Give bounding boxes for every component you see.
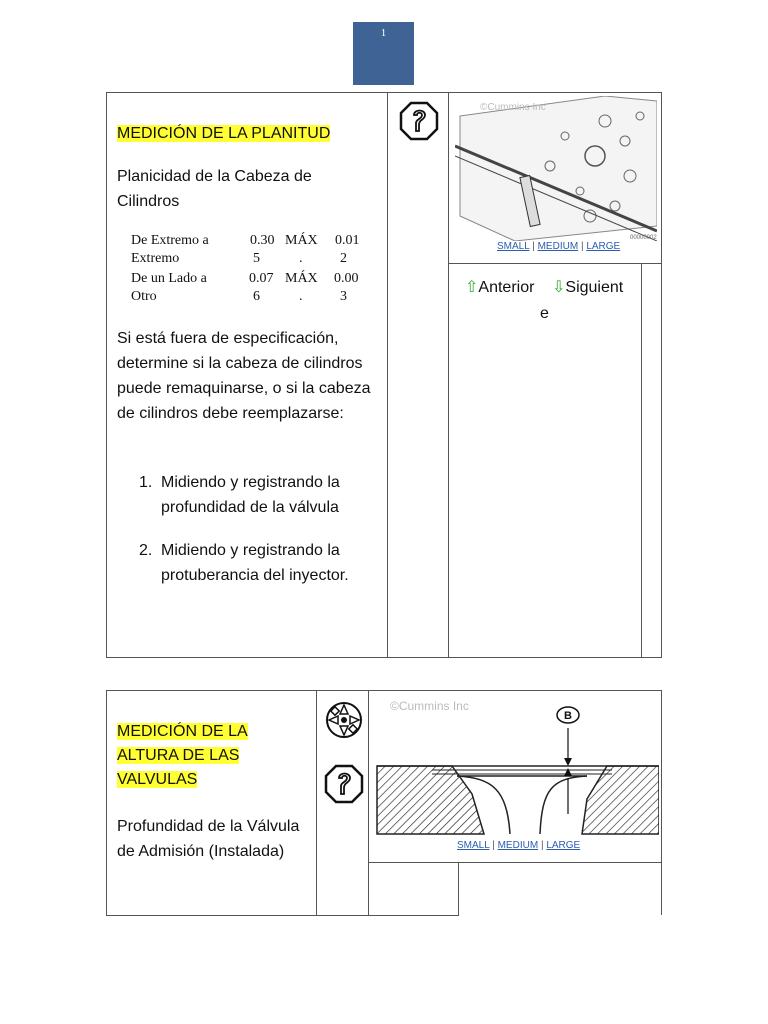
spec-label: De un Lado a [131, 271, 207, 286]
spec-label: Extremo [131, 251, 180, 266]
spec-label: Otro [131, 289, 157, 304]
next-link[interactable]: Siguient [565, 279, 624, 296]
image-size-links: SMALL | MEDIUM | LARGE [497, 241, 621, 252]
small-link[interactable]: SMALL [497, 241, 530, 252]
prev-link[interactable]: Anterior [478, 279, 535, 296]
tools-icon [324, 700, 364, 740]
spec-value: 5 [253, 251, 260, 266]
next-link-wrap[interactable]: e [540, 305, 549, 322]
cylinder-head-image [455, 96, 657, 241]
image-watermark: ©Cummins Inc [390, 699, 469, 713]
spec-label: De Extremo a [131, 233, 209, 248]
page-number: 1 [380, 27, 387, 39]
large-link[interactable]: LARGE [586, 241, 621, 252]
spec-value: 0.07 [249, 271, 274, 286]
spec-max: 3 [340, 289, 347, 304]
section1-title: MEDICIÓN DE LA PLANITUD [117, 125, 331, 142]
spec-value: 0.30 [250, 233, 275, 248]
image-code: 00000002 [630, 235, 657, 241]
spec-unit: MÁX [285, 233, 318, 248]
spec-unit: . [299, 289, 303, 304]
valve-depth-image [372, 694, 659, 840]
spec-max: 2 [340, 251, 347, 266]
inspect-icon [399, 101, 439, 141]
list-item: 1. Midiendo y registrando la profundidad de la válvula [139, 474, 340, 516]
image-watermark: ©Cummins Inc [480, 102, 546, 113]
callout-label: B [564, 710, 572, 722]
list-item: 2. Midiendo y registrando la protuberancia del inyector. [139, 542, 349, 584]
spec-max: 0.01 [335, 233, 360, 248]
page-number-box [353, 22, 414, 85]
section1-subtitle: Planicidad de la Cabeza de Cilindros [117, 168, 312, 210]
small-link[interactable]: SMALL [457, 840, 490, 851]
medium-link[interactable]: MEDIUM [537, 241, 579, 252]
section1-paragraph: Si está fuera de especificación, determine si la cabeza de cilindros puede remaquinarse, o si la cabeza de cilindros debe reemplazarse: [117, 330, 371, 422]
image-size-links: SMALL | MEDIUM | LARGE [457, 840, 581, 851]
medium-link[interactable]: MEDIUM [497, 840, 539, 851]
large-link[interactable]: LARGE [546, 840, 581, 851]
spec-unit: . [299, 251, 303, 266]
section2-subtitle: Profundidad de la Válvula de Admisión (Instalada) [117, 818, 300, 860]
spec-max: 0.00 [334, 271, 359, 286]
spec-value: 6 [253, 289, 260, 304]
section2-title: MEDICIÓN DE LA ALTURA DE LAS VALVULAS [117, 723, 248, 788]
spec-unit: MÁX [285, 271, 318, 286]
inspect-icon [324, 764, 364, 804]
down-arrow-icon: ⇩ [552, 279, 566, 296]
up-arrow-icon: ⇧ [465, 279, 479, 296]
